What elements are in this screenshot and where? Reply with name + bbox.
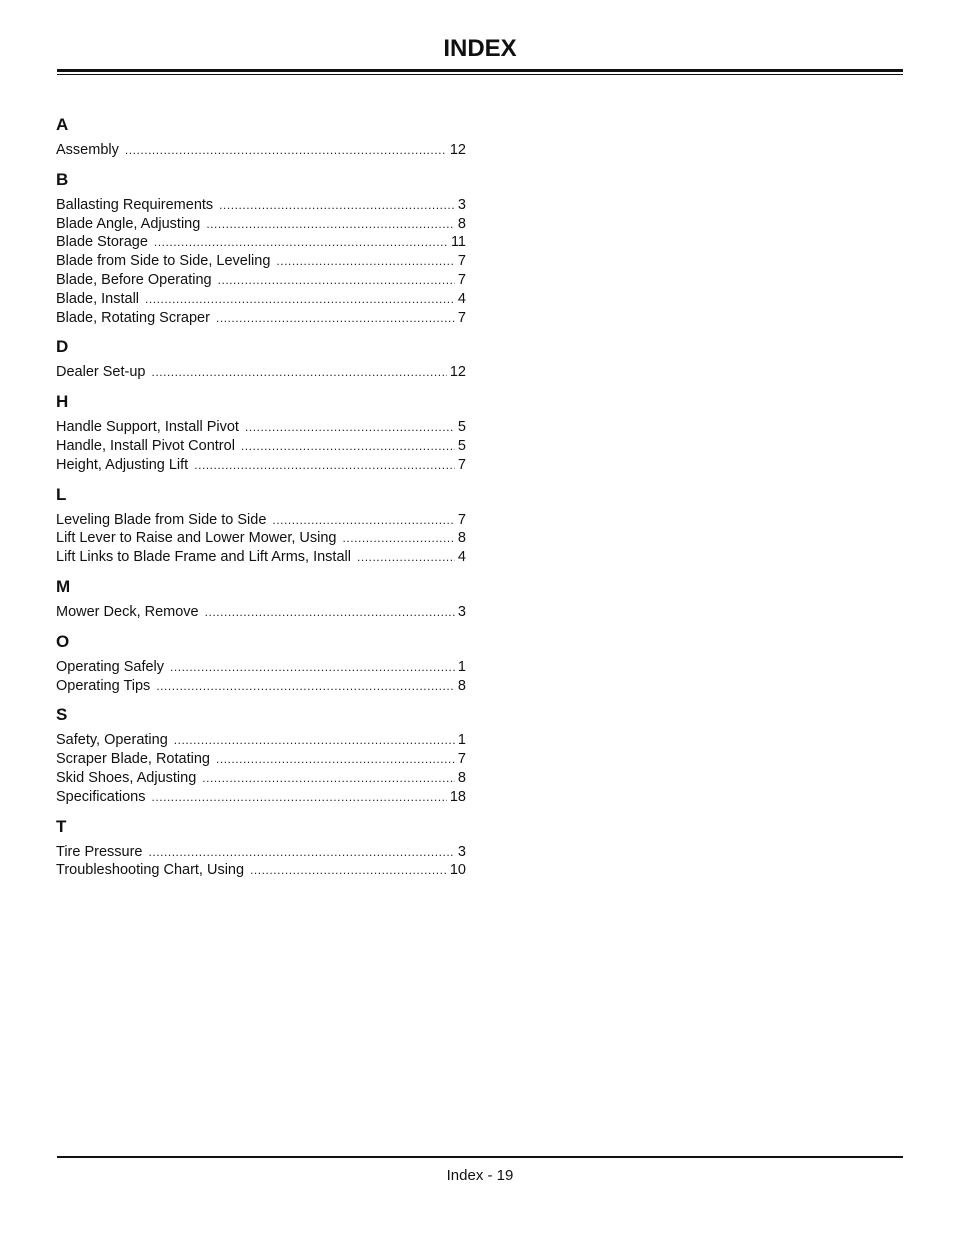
section-letter: M — [56, 576, 71, 596]
index-entry[interactable] — [56, 658, 466, 677]
entry-label: Handle Support, Install Pivot — [56, 419, 239, 436]
section-letter: H — [56, 392, 69, 412]
index-entry[interactable] — [56, 309, 466, 328]
entry-label: Blade, Install — [56, 290, 140, 307]
index-entry[interactable] — [56, 418, 466, 437]
entry-label: Blade, Rotating Scraper — [56, 309, 210, 326]
entry-page-number: 7 — [457, 309, 466, 326]
dot-leader — [216, 309, 455, 328]
entry-label: Blade, Before Operating — [56, 271, 212, 288]
index-section-l — [56, 484, 466, 567]
index-section-d — [56, 336, 466, 382]
index-entry[interactable] — [56, 750, 466, 769]
index-entry[interactable] — [56, 290, 466, 309]
dot-leader — [145, 290, 455, 309]
dot-leader — [154, 233, 448, 252]
entry-label: Blade Angle, Adjusting — [56, 215, 201, 232]
dot-leader — [357, 548, 455, 567]
index-entry[interactable] — [56, 215, 466, 234]
section-letter: D — [56, 337, 69, 357]
entry-label: Assembly — [56, 142, 119, 158]
entry-label: Blade Storage — [56, 234, 148, 251]
index-entry[interactable] — [56, 769, 466, 788]
index-entry[interactable] — [56, 271, 466, 290]
index-section-b — [56, 169, 466, 328]
entry-page-number: 8 — [457, 215, 466, 232]
index-entry[interactable] — [56, 788, 466, 807]
page-header — [57, 30, 903, 68]
dot-leader — [151, 363, 446, 382]
dot-leader — [205, 603, 455, 622]
index-section-s — [56, 704, 466, 806]
entry-page-number: 3 — [457, 603, 466, 620]
index-entry[interactable] — [56, 437, 466, 456]
index-entry[interactable] — [56, 843, 466, 862]
section-letter: S — [56, 705, 68, 725]
entry-label: Height, Adjusting Lift — [56, 456, 189, 473]
page-footer: Index - 19 — [446, 1167, 514, 1184]
dot-leader — [218, 271, 455, 290]
entry-page-number: 18 — [449, 788, 466, 805]
index-entry[interactable] — [56, 529, 466, 548]
entry-page-number: 7 — [457, 271, 466, 288]
dot-leader — [156, 677, 455, 696]
entry-label: Troubleshooting Chart, Using — [56, 862, 245, 879]
dot-leader — [219, 196, 455, 215]
dot-leader — [174, 731, 455, 750]
header-rule-thin — [57, 74, 903, 75]
entry-label: Operating Tips — [56, 677, 151, 694]
index-entry[interactable] — [56, 677, 466, 696]
dot-leader — [272, 511, 455, 530]
entry-label: Scraper Blade, Rotating — [56, 751, 210, 768]
entry-page-number: 10 — [449, 862, 466, 879]
entry-label: Dealer Set-up — [56, 364, 146, 381]
index-entry[interactable] — [56, 511, 466, 530]
entry-page-number: 7 — [457, 751, 466, 768]
dot-leader — [170, 658, 455, 677]
index-entry[interactable] — [56, 196, 466, 215]
entry-label: Safety, Operating — [56, 732, 168, 749]
index-entry[interactable] — [56, 456, 466, 475]
entry-label: Leveling Blade from Side to Side — [56, 511, 267, 528]
page-title: INDEX — [443, 35, 517, 62]
dot-leader — [151, 788, 446, 807]
section-letter: B — [56, 169, 69, 189]
section-letter: O — [56, 631, 70, 651]
dot-leader — [125, 141, 447, 160]
entry-page-number: 8 — [457, 530, 466, 547]
entry-label: Blade from Side to Side, Leveling — [56, 253, 271, 270]
entry-page-number: 3 — [457, 843, 466, 860]
footer-rule — [57, 1156, 903, 1158]
index-section-h — [56, 391, 466, 474]
dot-leader — [245, 418, 455, 437]
dot-leader — [206, 215, 455, 234]
entry-page-number: 7 — [457, 511, 466, 528]
section-letter: A — [56, 115, 69, 134]
index-section-t — [56, 816, 466, 881]
index-entry[interactable] — [56, 603, 466, 622]
index-entry[interactable] — [56, 363, 466, 382]
entry-label: Mower Deck, Remove — [56, 603, 199, 620]
index-entry[interactable] — [56, 731, 466, 750]
entry-page-number: 1 — [457, 732, 466, 749]
entry-label: Tire Pressure — [56, 843, 143, 860]
entry-page-number: 11 — [450, 234, 466, 251]
index-entry[interactable] — [56, 233, 466, 252]
dot-leader — [194, 456, 455, 475]
index-entry[interactable] — [56, 861, 466, 880]
dot-leader — [148, 843, 454, 862]
entry-label: Lift Lever to Raise and Lower Mower, Using — [56, 530, 337, 547]
index-entry[interactable] — [56, 141, 466, 160]
entry-label: Lift Links to Blade Frame and Lift Arms, Install — [56, 549, 351, 566]
entry-page-number: 3 — [457, 196, 466, 213]
header-rule-thick — [57, 69, 903, 72]
dot-leader — [216, 750, 455, 769]
index-section-m — [56, 576, 466, 622]
index-section-a — [56, 114, 466, 160]
entry-page-number: 8 — [457, 677, 466, 694]
entry-label: Ballasting Requirements — [56, 196, 214, 213]
dot-leader — [241, 437, 455, 456]
section-letter: T — [56, 816, 67, 836]
entry-page-number: 7 — [457, 456, 466, 473]
index-entry[interactable] — [56, 252, 466, 271]
entry-label: Handle, Install Pivot Control — [56, 437, 235, 454]
entry-label: Operating Safely — [56, 658, 165, 675]
entry-page-number: 4 — [457, 290, 466, 307]
entry-page-number: 4 — [457, 549, 466, 566]
section-letter: L — [56, 484, 67, 504]
entry-label: Specifications — [56, 788, 146, 805]
dot-leader — [276, 252, 455, 271]
dot-leader — [342, 529, 454, 548]
entry-page-number: 12 — [449, 142, 466, 158]
index-column — [56, 114, 466, 880]
index-section-o — [56, 631, 466, 696]
dot-leader — [202, 769, 455, 788]
entry-page-number: 7 — [457, 253, 466, 270]
entry-label: Skid Shoes, Adjusting — [56, 769, 197, 786]
index-entry[interactable] — [56, 548, 466, 567]
entry-page-number: 12 — [449, 364, 466, 381]
entry-page-number: 1 — [457, 658, 466, 675]
dot-leader — [250, 861, 447, 880]
entry-page-number: 5 — [457, 419, 466, 436]
entry-page-number: 5 — [457, 437, 466, 454]
entry-page-number: 8 — [457, 769, 466, 786]
